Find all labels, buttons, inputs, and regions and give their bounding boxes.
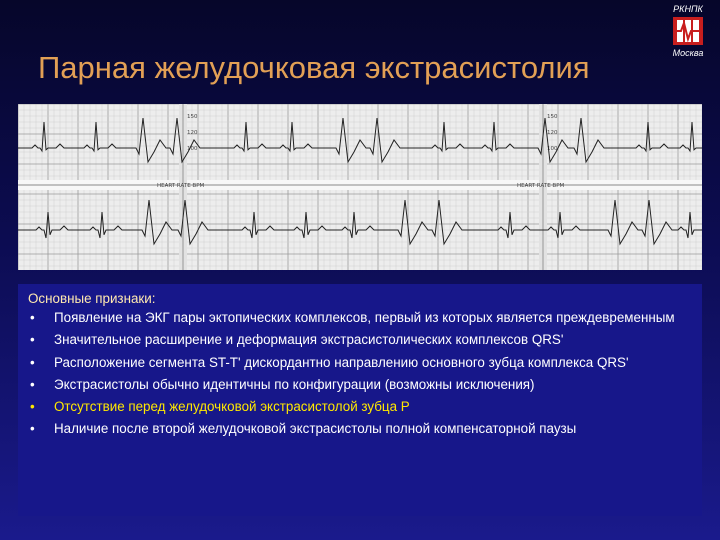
ecg-strip-label: HEART RATE BPM [517, 183, 565, 189]
criteria-item [28, 331, 694, 349]
slide-title: Парная желудочковая экстрасистолия [38, 50, 590, 85]
criteria-list [28, 309, 694, 438]
criteria-item-text: Экстрасистолы обычно идентичны по конфигурации (возможны исключения) [54, 376, 535, 392]
ecg-strip-label: HEART RATE BPM [157, 183, 205, 189]
ecg-grid-label: 150 [547, 114, 558, 120]
criteria-item [28, 420, 694, 438]
ecg-strip [18, 104, 702, 270]
criteria-item [28, 354, 694, 372]
criteria-item-text: Значительное расширение и деформация экстрасистолических комплексов QRS' [54, 332, 564, 348]
criteria-item-text: Появление на ЭКГ пары эктопических комплексов, первый из которых является преждевременным [54, 310, 675, 326]
cardiology-center-logo-icon [671, 15, 705, 47]
ecg-grid-label: 100 [187, 146, 198, 152]
logo-org: РКНПК [673, 4, 703, 14]
criteria-box [18, 284, 702, 516]
bullet-icon: • [30, 399, 35, 415]
bullet-icon: • [30, 421, 35, 437]
bullet-icon: • [30, 310, 35, 326]
bullet-icon: • [30, 376, 35, 392]
criteria-item-text: Отсутствие перед желудочковой экстрасистолой зубца Р [54, 399, 410, 415]
criteria-item [28, 309, 694, 327]
ecg-grid-label: 120 [187, 130, 198, 136]
bullet-icon: • [30, 332, 35, 348]
ecg-trace [18, 104, 702, 270]
criteria-item [28, 398, 694, 416]
ecg-grid-label: 120 [547, 130, 558, 136]
criteria-heading: Основные признаки: [28, 291, 156, 306]
ecg-grid-label: 100 [547, 146, 558, 152]
ecg-grid-label: 150 [187, 114, 198, 120]
criteria-item-text: Расположение сегмента ST-T' дискордантно направлению основного зубца комплекса QRS' [54, 354, 629, 370]
bullet-icon: • [30, 354, 35, 370]
logo [662, 4, 714, 56]
criteria-item [28, 376, 694, 394]
criteria-item-text: Наличие после второй желудочковой экстрасистолы полной компенсаторной паузы [54, 421, 577, 437]
logo-city: Москва [672, 48, 704, 58]
